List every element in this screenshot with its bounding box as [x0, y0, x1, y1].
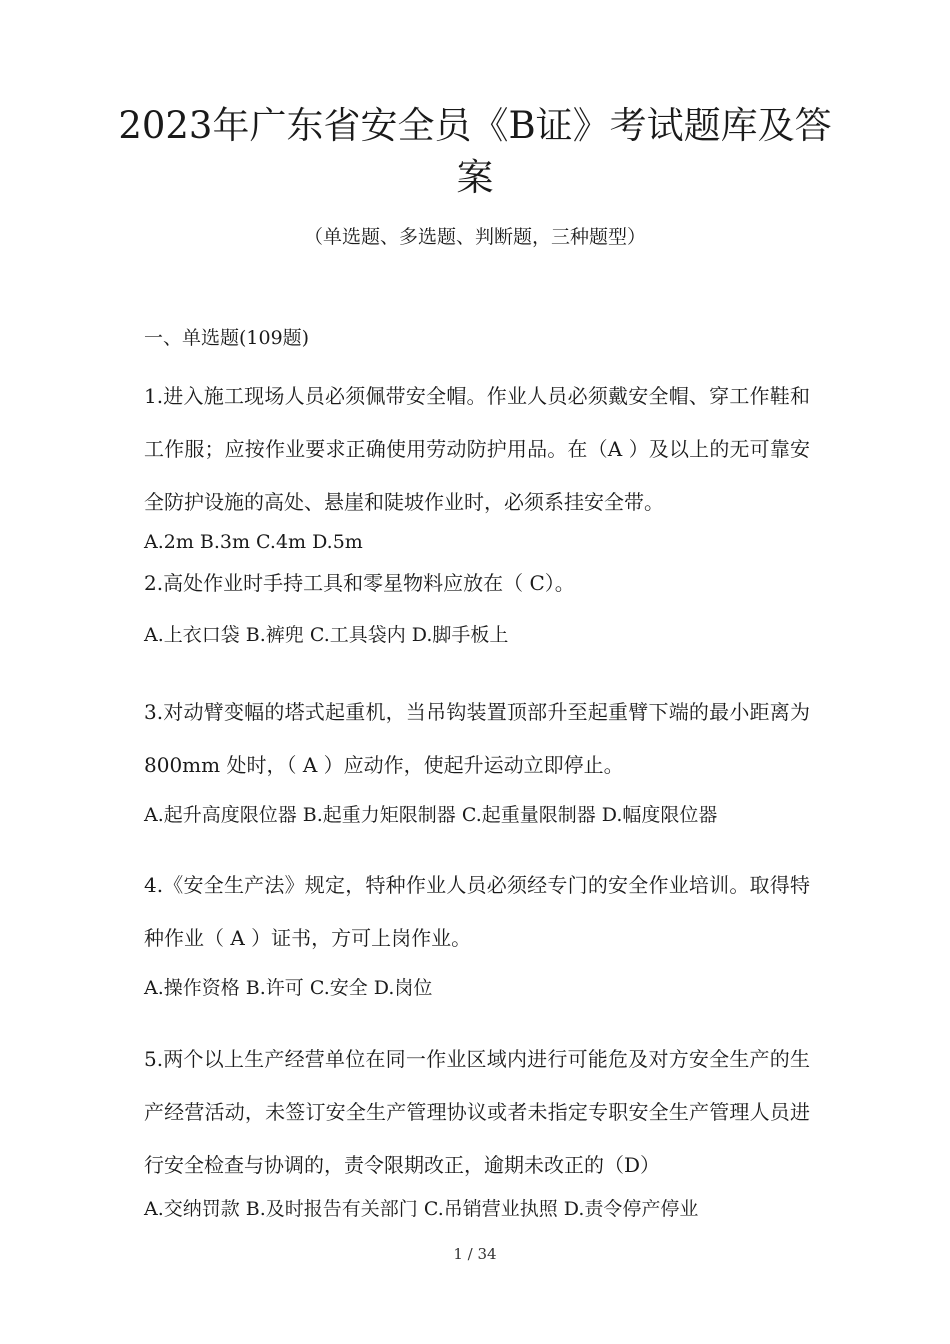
document-subtitle: （单选题、多选题、判断题，三种题型）: [303, 226, 646, 248]
question-4: [144, 872, 810, 1000]
question-3: [144, 699, 810, 827]
question-options: A.起升高度限位器 B.起重力矩限制器 C.起重量限制器 D.幅度限位器: [144, 804, 718, 826]
question-options: A.2m B.3m C.4m D.5m: [144, 531, 363, 553]
page-number: 1 / 34: [453, 1245, 497, 1263]
question-text: 2.高处作业时手持工具和零星物料应放在（ C）。: [144, 571, 575, 595]
question-text: 4.《安全生产法》规定，特种作业人员必须经专门的安全作业培训。取得特种作业（ A ）证书，方可上岗作业。: [144, 873, 810, 950]
question-options: A.操作资格 B.许可 C.安全 D.岗位: [144, 977, 433, 999]
question-text: 3.对动臂变幅的塔式起重机，当吊钩装置顶部升至起重臂下端的最小距离为800mm 处时，（ A ）应动作，使起升运动立即停止。: [144, 700, 810, 777]
question-2: [144, 570, 810, 647]
question-text: 5.两个以上生产经营单位在同一作业区域内进行可能危及对方安全生产的生产经营活动，未签订安全生产管理协议或者未指定专职安全生产管理人员进行安全检查与协调的，责令限期改正，逾期未改正的（D）: [144, 1047, 810, 1177]
question-1: [144, 383, 810, 553]
question-options: A.上衣口袋 B.裤兜 C.工具袋内 D.脚手板上: [144, 624, 509, 646]
question-options: A.交纳罚款 B.及时报告有关部门 C.吊销营业执照 D.责令停产停业: [144, 1198, 699, 1220]
question-5: [144, 1046, 810, 1221]
document-title: 2023年广东省安全员《B证》考试题库及答案: [118, 104, 832, 199]
question-text: 1.进入施工现场人员必须佩带安全帽。作业人员必须戴安全帽、穿工作鞋和工作服；应按作业要求正确使用劳动防护用品。在（A ）及以上的无可靠安全防护设施的高处、悬崖和陡坡作业时，必须系挂安全带。: [144, 384, 810, 514]
section-heading: 一、单选题(109题): [144, 327, 310, 349]
